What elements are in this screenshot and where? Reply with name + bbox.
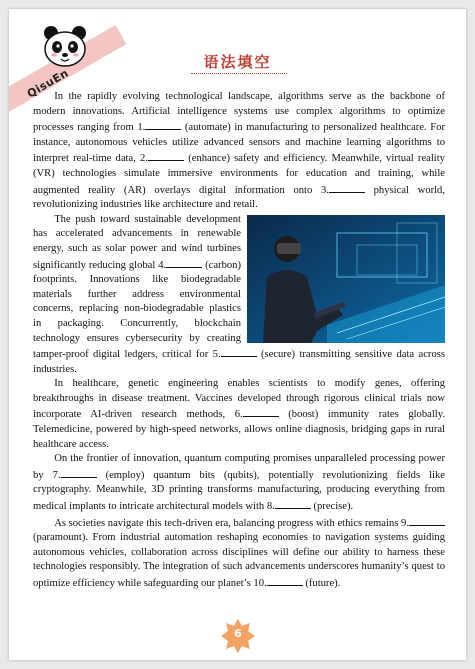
text-run: (employ) quantum bits (qubits), potentially revolutionizing fields like cryptography. Meanwhile, 3D printing transforms manufacturing, producing everything from medical implants to intricate architectural models with 8. [33, 469, 445, 513]
paragraph-1 [33, 90, 445, 213]
page-number: 6 [234, 627, 242, 640]
text-run: (future). [302, 578, 341, 589]
blank-6[interactable] [243, 406, 279, 417]
text-run: The push toward sustainable development has accelerated advancements in renewable energy, such as solar power and wind turbines significantly reducing global 4. [33, 213, 241, 271]
page-title: 语法填空 [203, 53, 272, 71]
text-run: (automate) in manufacturing to personalized healthcare. For instance, autonomous vehicles utilize advanced sensors and machine learning algorithms to interpret real-time data, 2. [33, 122, 445, 165]
text-run: (precise). [310, 501, 354, 513]
paragraph-4 [33, 452, 445, 514]
text-run: (carbon) footprints. Innovations like biodegradable materials further address environmental concerns, replacing non-biodegradable plastics in packaging. Concurrently, blockchain technology ensures cybersecurity by creating tamper-proof digital ledgers, critical for 5. [33, 259, 241, 361]
text-run: (secure) transmitting sensitive data across industries. [33, 349, 445, 375]
text-run: As societies navigate this tech-driven era, balancing progress with ethics remains 9. [54, 517, 409, 529]
text-run: (boost) immunity rates globally. Telemedicine, powered by high-speed networks, allows online diagnosis, bridging gaps in rural healthcare access. [33, 409, 445, 450]
vr-headset-person-illustration [247, 215, 445, 343]
text-run: (enhance) safety and efficiency. Meanwhile, virtual reality (VR) technologies simulate immersive environments for education and training, while augmented reality (AR) overlays digital information onto 3. [33, 153, 445, 196]
logo-text: QisuEn [24, 66, 72, 101]
text-run: (paramount). From industrial automation reshaping economies to navigation systems guiding autonomous vehicles, collaboration across disciplines will define our ability to harness these technologies responsibly. The integration of such advancements underscores humanity’s quest to optimize efficiency while safeguarding our planet’s 10. [33, 532, 445, 589]
blank-5[interactable] [221, 346, 257, 357]
paragraph-5 [33, 515, 445, 592]
blank-3[interactable] [329, 182, 365, 193]
page [9, 9, 466, 660]
paragraph-3 [33, 377, 445, 452]
blank-7[interactable] [61, 467, 97, 478]
blank-8[interactable] [275, 498, 311, 509]
title-underline [191, 73, 287, 74]
passage [33, 90, 445, 592]
blank-10[interactable] [267, 575, 303, 586]
blank-9[interactable] [409, 515, 445, 526]
text-run: physical world, revolutionizing industries like architecture and retail. [33, 184, 445, 211]
text-run: In healthcare, genetic engineering enables scientists to modify genes, offering breakthroughs in disease treatment. Vaccines developed through rigorous clinical trials now incorporate AI-driven research methods, 6. [33, 378, 445, 421]
blank-1[interactable] [145, 119, 181, 130]
text-run: On the frontier of innovation, quantum computing promises unparalleled processing power by 7. [33, 453, 445, 481]
blank-2[interactable] [148, 150, 184, 161]
blank-4[interactable] [166, 257, 202, 268]
text-run: In the rapidly evolving technological landscape, algorithms serve as the backbone of modern innovations. Artificial intelligence systems use complex algorithms to optimize processes ranging from 1. [33, 91, 445, 134]
